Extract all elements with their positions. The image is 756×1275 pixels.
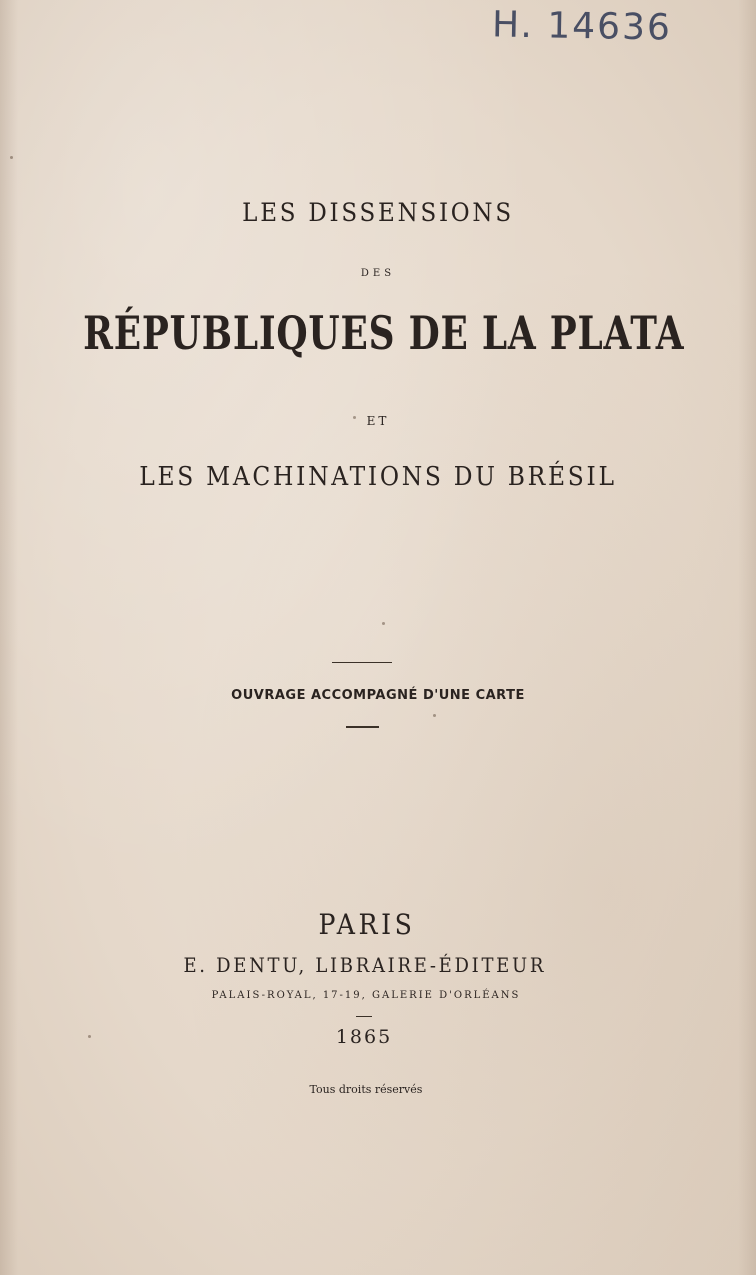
rights-notice: Tous droits réservés — [309, 1083, 423, 1096]
title-line-1: LES DISSENSIONS — [242, 198, 514, 227]
main-title: RÉPUBLIQUES DE LA PLATA — [83, 306, 685, 360]
subtitle: OUVRAGE ACCOMPAGNÉ D'UNE CARTE — [231, 688, 525, 703]
imprint-city: PARIS — [318, 908, 416, 941]
paper-speck — [88, 1035, 91, 1038]
imprint-address: PALAIS-ROYAL, 17-19, GALERIE D'ORLÉANS — [211, 990, 521, 1001]
paper-speck — [10, 156, 13, 159]
paper-speck — [382, 622, 385, 625]
separator-rule-year — [356, 1016, 372, 1017]
title-line-2: DES — [360, 268, 396, 279]
separator-rule-short — [346, 726, 379, 728]
handwritten-shelfmark: H. 14636 — [491, 4, 673, 49]
separator-rule-top — [332, 662, 392, 663]
title-line-4: ET — [366, 414, 390, 428]
paper-speck — [353, 416, 356, 419]
paper-speck — [433, 714, 436, 717]
imprint-year: 1865 — [335, 1026, 393, 1048]
title-line-5: LES MACHINATIONS DU BRÉSIL — [139, 462, 617, 492]
imprint-publisher: E. DENTU, LIBRAIRE-ÉDITEUR — [183, 953, 547, 977]
